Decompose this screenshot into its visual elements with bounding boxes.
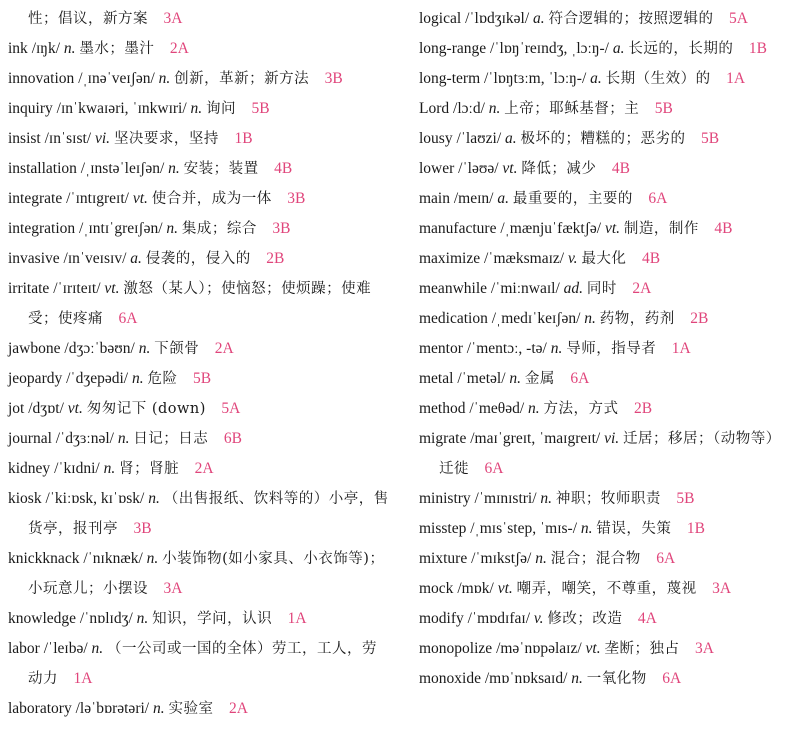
entry-part-of-speech: n. [540,490,553,507]
entry-definition: 最大化 [581,251,627,267]
entry-part-of-speech: n. [158,70,171,87]
entry-pronunciation: /ˌɪnəˈveɪʃən/ [78,70,155,87]
entry-pronunciation: /ˌmedɪˈkeɪʃən/ [491,310,581,327]
entry-part-of-speech: vi. [95,130,111,147]
entry-part-of-speech: n. [509,370,522,387]
entry-unit-tag: 4B [274,160,293,177]
entry-part-of-speech: a. [130,250,142,267]
glossary-entry [419,514,795,544]
entry-definition: 金属 [524,371,555,387]
entry-word: jawbone [8,340,61,357]
entry-pronunciation: /ˈmentɔː, -tə/ [466,340,547,357]
entry-part-of-speech: n. [138,340,151,357]
glossary-entry [8,604,390,634]
glossary-entry [419,364,795,394]
glossary-entry [8,94,390,124]
entry-definition: 使合并，成为一体 [151,191,272,207]
entry-part-of-speech: n. [584,310,596,327]
glossary-entry [419,574,795,604]
entry-part-of-speech: n. [91,640,104,657]
entry-pronunciation: /meɪn/ [453,190,494,207]
entry-pronunciation: /ˈkiːɒsk, kɪˈɒsk/ [45,490,145,507]
entry-pronunciation: /ləˈbɒrətəri/ [75,700,150,717]
entry-unit-tag: 3B [324,70,343,87]
entry-unit-tag: 4B [611,160,630,177]
glossary-entry [419,424,795,484]
glossary-entry [419,604,795,634]
entry-part-of-speech: a. [612,40,625,57]
entry-pronunciation: /ˈmɪkstʃə/ [471,550,532,567]
entry-definition: 性；倡议，新方案 [28,11,148,27]
glossary-entry [419,184,795,214]
entry-part-of-speech: n. [136,610,149,627]
entry-definition: 长远的，长期的 [628,41,734,57]
glossary-entry [419,244,795,274]
entry-word: integrate [8,190,63,207]
entry-unit-tag: 1A [73,670,93,687]
glossary-entry [8,184,390,214]
entry-word: lousy [419,130,453,147]
entry-part-of-speech: n. [488,100,501,117]
entry-unit-tag: 5A [221,400,241,417]
entry-word: migrate [419,430,467,447]
entry-part-of-speech: n. [131,370,144,387]
entry-pronunciation: /dʒɒt/ [28,400,64,417]
entry-definition: 错误，失策 [596,521,672,537]
entry-word: innovation [8,70,75,87]
entry-pronunciation: /ˈmiːnwaɪl/ [490,280,560,297]
entry-part-of-speech: vt. [104,280,120,297]
glossary-entry [8,274,390,334]
entry-pronunciation: /maɪˈgreɪt, ˈmaɪgreɪt/ [470,430,601,447]
entry-part-of-speech: vt. [604,220,621,237]
glossary-entry [8,4,390,34]
entry-word: laboratory [8,700,72,717]
entry-unit-tag: 3B [287,190,306,207]
entry-unit-tag: 5B [192,370,212,387]
entry-part-of-speech: vi. [604,430,620,447]
entry-part-of-speech: n. [571,670,583,687]
entry-pronunciation: /ˌɪntɪˈgreɪʃən/ [79,220,163,237]
entry-word: lower [419,160,455,177]
entry-part-of-speech: a. [505,130,517,147]
entry-pronunciation: /ˈmæksmaɪz/ [484,250,565,267]
entry-word: modify [419,610,464,627]
glossary-entry [419,664,795,694]
entry-unit-tag: 6A [570,370,590,387]
glossary-entry [419,544,795,574]
entry-part-of-speech: n. [168,160,180,177]
entry-part-of-speech: n. [166,220,179,237]
entry-pronunciation: /ɪnˈsɪst/ [44,130,92,147]
entry-unit-tag: 6A [656,550,676,567]
glossary-entry [419,214,795,244]
glossary-entry [419,334,795,364]
entry-part-of-speech: n. [550,340,563,357]
entry-definition: 修改；改造 [547,611,623,627]
entry-pronunciation: /ˈnɒlɪdʒ/ [79,610,133,627]
glossary-entry [8,214,390,244]
entry-pronunciation: /mɒk/ [457,580,494,597]
entry-word: knowledge [8,610,77,627]
entry-pronunciation: /məˈnɒpəlaɪz/ [496,640,582,657]
entry-word: long-range [419,40,487,57]
glossary-entry [8,544,390,604]
entry-unit-tag: 3B [133,520,152,537]
entry-word: invasive [8,250,60,267]
entry-pronunciation: /ˈdʒɜːnəl/ [55,430,114,447]
entry-unit-tag: 1A [726,70,746,87]
entry-definition: 安装；装置 [183,161,259,177]
glossary-entry [8,484,390,544]
entry-part-of-speech: n. [103,460,116,477]
entry-definition: 下颌骨 [154,341,200,357]
entry-pronunciation: /ˈlɒdʒɪkəl/ [465,10,530,27]
entry-word: misstep [419,520,467,537]
entry-definition: 实验室 [168,701,214,717]
entry-unit-tag: 6B [223,430,242,447]
entry-part-of-speech: vt. [67,400,83,417]
entry-definition: 激怒（某人）；使恼怒；使烦躁；使难受；使疼痛 [28,281,372,327]
entry-word: inquiry [8,100,53,117]
entry-pronunciation: /ˈɪntɪgreɪt/ [66,190,129,207]
entry-definition: 匆匆记下 (down) [86,401,206,417]
entry-unit-tag: 1A [671,340,691,357]
entry-pronunciation: /ˌmɪsˈstep, ˈmɪs-/ [470,520,578,537]
entry-definition: 垄断；独占 [604,641,680,657]
entry-word: manufacture [419,220,497,237]
glossary-entry [419,94,795,124]
entry-pronunciation: /ˈmɒdɪfaɪ/ [467,610,530,627]
entry-pronunciation: /ˈmetəl/ [457,370,506,387]
entry-pronunciation: /ˈmɪnɪstri/ [474,490,537,507]
entry-definition: 混合；混合物 [550,551,641,567]
entry-word: medication [419,310,488,327]
entry-definition: 侵袭的，侵入的 [145,251,251,267]
entry-definition: 长期（生效）的 [605,71,711,87]
entry-part-of-speech: vt. [497,580,513,597]
entry-definition: 药物，药剂 [599,311,675,327]
entry-word: integration [8,220,76,237]
entry-word: jeopardy [8,370,63,387]
entry-part-of-speech: n. [580,520,593,537]
entry-pronunciation: /ˌɪnstəˈleɪʃən/ [80,160,165,177]
entry-unit-tag: 3A [163,580,183,597]
entry-pronunciation: /ˈlɒŋˈreɪndʒ, ˌlɔːŋ-/ [490,40,609,57]
entry-word: long-term [419,70,481,87]
entry-definition: 导师，指导者 [566,341,657,357]
glossary-entry [8,154,390,184]
entry-unit-tag: 3A [163,10,183,27]
entry-unit-tag: 1B [748,40,767,57]
entry-definition: 坚决要求，坚持 [113,131,219,147]
glossary-entry [8,454,390,484]
glossary-entry [8,334,390,364]
glossary-entry [8,694,390,724]
entry-pronunciation: /ˈləʊə/ [458,160,499,177]
entry-word: mock [419,580,454,597]
entry-word: maximize [419,250,481,267]
entry-definition: 符合逻辑的；按照逻辑的 [548,11,714,27]
entry-word: monopolize [419,640,493,657]
entry-definition: 墨水；墨汁 [79,41,155,57]
entry-part-of-speech: n. [535,550,547,567]
glossary-entry [8,124,390,154]
entry-pronunciation: /ɪnˈveɪsɪv/ [63,250,127,267]
entry-unit-tag: 3A [694,640,714,657]
entry-unit-tag: 4A [637,610,657,627]
entry-word: Lord [419,100,450,117]
entry-part-of-speech: n. [190,100,203,117]
glossary-entry [8,244,390,274]
entry-unit-tag: 1A [287,610,307,627]
entry-part-of-speech: n. [152,700,165,717]
glossary-entry [8,364,390,394]
entry-definition: 嘲弄，嘲笑，不尊重，蔑视 [516,581,697,597]
entry-word: knickknack [8,550,80,567]
entry-unit-tag: 2B [690,310,709,327]
glossary-entry [419,4,795,34]
entry-part-of-speech: n. [148,490,160,507]
entry-pronunciation: /ˈdʒepədi/ [66,370,129,387]
entry-definition: 集成；综合 [181,221,257,237]
entry-pronunciation: /ˈnɪknæk/ [83,550,143,567]
entry-part-of-speech: n. [528,400,540,417]
entry-word: mixture [419,550,468,567]
entry-word: ministry [419,490,471,507]
entry-word: installation [8,160,77,177]
entry-definition: 危险 [147,371,178,387]
glossary-entry [419,484,795,514]
entry-part-of-speech: ad. [563,280,584,297]
glossary-entry [419,124,795,154]
entry-part-of-speech: vt. [132,190,148,207]
entry-definition: 上帝；耶稣基督；主 [504,101,640,117]
entry-word: jot [8,400,25,417]
entry-word: kidney [8,460,51,477]
entry-pronunciation: /ˈkɪdni/ [54,460,100,477]
glossary-entry [8,394,390,424]
entry-unit-tag: 2B [634,400,653,417]
entry-unit-tag: 4B [714,220,733,237]
entry-definition: 同时 [586,281,617,297]
entry-unit-tag: 2A [169,40,189,57]
glossary-entry [419,274,795,304]
entry-pronunciation: /ˈleɪbə/ [43,640,88,657]
entry-definition: 肾；肾脏 [119,461,180,477]
glossary-entry [419,634,795,664]
entry-unit-tag: 4B [641,250,661,267]
entry-definition: 小装饰物(如小家具、小衣饰等)；小玩意儿；小摆设 [28,551,385,597]
entry-unit-tag: 6A [118,310,138,327]
entry-part-of-speech: a. [533,10,545,27]
entry-word: journal [8,430,52,447]
entry-pronunciation: /ˌmænjuˈfæktʃə/ [500,220,602,237]
entry-part-of-speech: v. [533,610,544,627]
entry-part-of-speech: v. [567,250,578,267]
entry-part-of-speech: a. [497,190,509,207]
entry-definition: 极坏的；糟糕的；恶劣的 [520,131,686,147]
entry-definition: 创新，革新；新方法 [174,71,310,87]
entry-definition: （出售报纸、饮料等的）小亭，售货亭，报刊亭 [28,491,389,537]
entry-unit-tag: 5B [654,100,673,117]
entry-definition: 日记；日志 [133,431,209,447]
entry-definition: 神职；牧师职责 [555,491,661,507]
entry-word: main [419,190,450,207]
entry-word: logical [419,10,462,27]
entry-definition: 方法，方式 [543,401,619,417]
entry-definition: （一公司或一国的全体）劳工，工人，劳动力 [28,641,378,687]
entry-unit-tag: 6A [484,460,504,477]
entry-word: ink [8,40,28,57]
entry-unit-tag: 5B [676,490,695,507]
glossary-entry [8,34,390,64]
entry-unit-tag: 6A [648,190,668,207]
entry-word: labor [8,640,40,657]
entry-definition: 知识，学问，认识 [152,611,273,627]
entry-unit-tag: 5B [251,100,270,117]
entry-unit-tag: 2A [228,700,248,717]
entry-word: method [419,400,466,417]
entry-unit-tag: 2A [194,460,214,477]
entry-pronunciation: /mɒˈnɒksaɪd/ [484,670,568,687]
entry-word: monoxide [419,670,481,687]
glossary-entry [419,34,795,64]
entry-definition: 迁居；移居；（动物等）迁徙 [439,431,781,477]
glossary-entry [419,304,795,334]
entry-pronunciation: /ɪnˈkwaɪəri, ˈɪnkwɪri/ [56,100,187,117]
entry-definition: 最重要的，主要的 [512,191,633,207]
entry-unit-tag: 6A [662,670,682,687]
entry-pronunciation: /ˈlɒŋtɜːm, ˈlɔːŋ-/ [484,70,587,87]
entry-pronunciation: /lɔːd/ [453,100,485,117]
entry-word: irritate [8,280,50,297]
entry-word: metal [419,370,454,387]
entry-word: kiosk [8,490,42,507]
entry-part-of-speech: vt. [502,160,518,177]
entry-part-of-speech: n. [146,550,159,567]
glossary-entry [419,394,795,424]
entry-definition: 降低；减少 [521,161,597,177]
entry-pronunciation: /ˈlaʊzi/ [456,130,502,147]
entry-part-of-speech: n. [117,430,130,447]
glossary-column-right [419,4,795,694]
glossary-entry [419,154,795,184]
entry-pronunciation: /ˈmeθəd/ [469,400,525,417]
entry-pronunciation: /ˈɪrɪteɪt/ [53,280,101,297]
glossary-entry [419,64,795,94]
glossary-entry [8,64,390,94]
entry-part-of-speech: a. [590,70,602,87]
entry-definition: 询问 [206,101,237,117]
entry-unit-tag: 1B [234,130,253,147]
entry-word: insist [8,130,41,147]
entry-unit-tag: 5A [729,10,748,27]
entry-unit-tag: 2A [632,280,652,297]
glossary-entry [8,424,390,454]
entry-part-of-speech: vt. [585,640,601,657]
glossary-entry [8,634,390,694]
entry-unit-tag: 1B [686,520,705,537]
entry-word: mentor [419,340,463,357]
entry-unit-tag: 2B [266,250,285,267]
entry-unit-tag: 3A [712,580,732,597]
entry-part-of-speech: n. [63,40,76,57]
entry-pronunciation: /ɪŋk/ [31,40,61,57]
entry-pronunciation: /dʒɔːˈbəʊn/ [64,340,135,357]
entry-definition: 制造，制作 [623,221,699,237]
entry-definition: 一氧化物 [586,671,647,687]
glossary-column-left [8,4,390,724]
entry-unit-tag: 2A [214,340,234,357]
entry-word: meanwhile [419,280,488,297]
entry-unit-tag: 3B [272,220,291,237]
entry-unit-tag: 5B [701,130,720,147]
